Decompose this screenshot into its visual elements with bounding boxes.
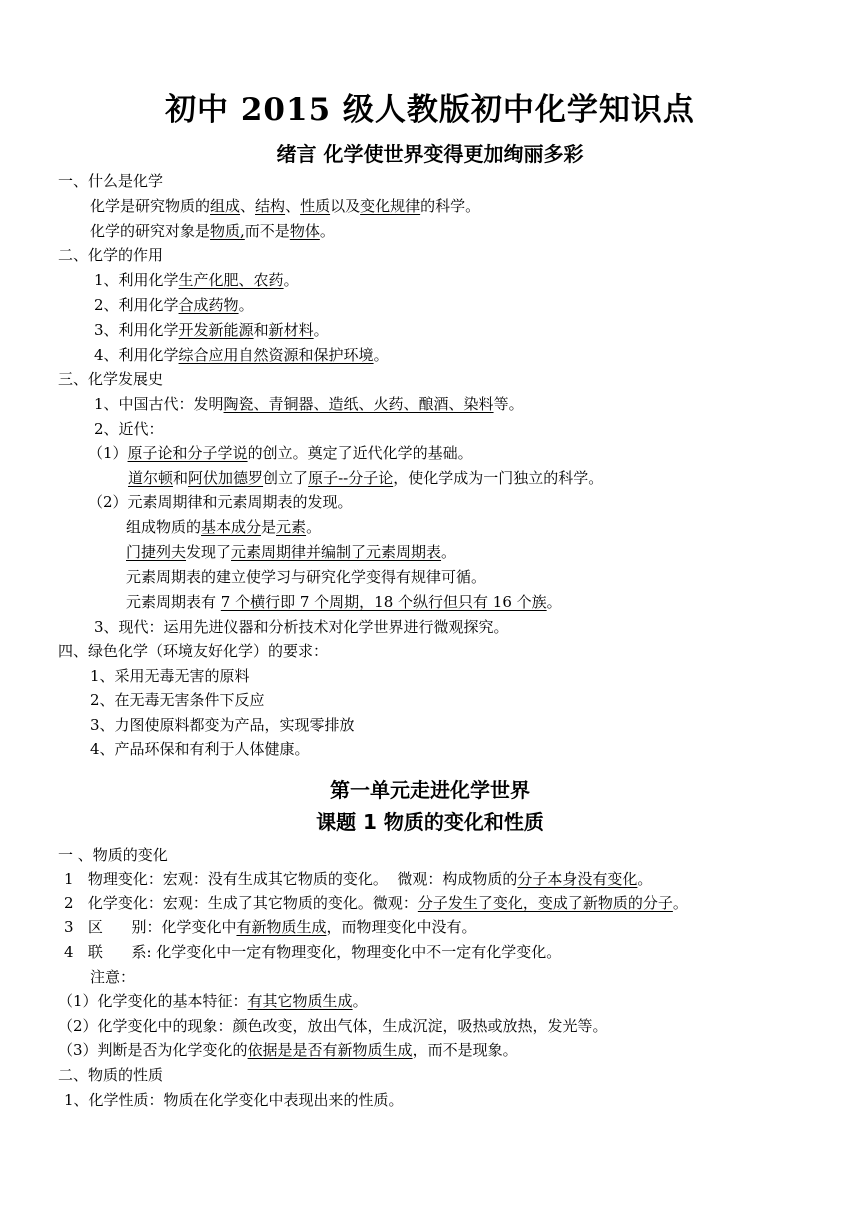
text-line [90, 666, 250, 686]
text-segment: 和 [253, 321, 269, 339]
text-segment: 。 [441, 543, 457, 561]
text-line [126, 517, 321, 537]
text-line [58, 1065, 163, 1085]
text-line [88, 443, 473, 463]
underlined-term: 物质, [210, 222, 245, 240]
text-line [58, 245, 163, 265]
text-segment: 1 物理变化：宏观：没有生成其它物质的变化。 微观：构成物质的 [64, 870, 518, 888]
underlined-term: 道尔顿 [128, 469, 174, 487]
text-segment: 3 区 别：化学变化中 [64, 918, 237, 936]
text-line [126, 592, 562, 612]
underlined-term: 7 个横行即 7 个周期，18 个纵行但只有 16 个族 [220, 593, 547, 611]
text-line [90, 690, 265, 710]
text-line [94, 345, 389, 365]
text-segment: 等。 [493, 395, 524, 413]
text-line [90, 739, 310, 759]
text-line [58, 991, 368, 1011]
text-line [94, 320, 329, 340]
text-segment: 发现了 [186, 543, 232, 561]
text-segment: 。 [238, 296, 254, 314]
text-line [58, 641, 328, 661]
text-line [94, 419, 164, 439]
underlined-term: 门捷列夫 [126, 543, 187, 561]
text-segment: 的创立。奠定了近代化学的基础。 [247, 444, 473, 462]
text-segment: 2、在无毒无害条件下反应 [90, 691, 265, 709]
text-segment: 创立了 [263, 469, 309, 487]
text-segment: 四、绿色化学（环境友好化学）的要求： [58, 642, 329, 660]
text-segment: 注意： [90, 968, 136, 986]
text-segment: 以及 [330, 197, 361, 215]
underlined-term: 分子发生了变化，变成了新物质的分子 [417, 894, 673, 912]
text-line [64, 1090, 404, 1110]
text-segment: ，而不是现象。 [412, 1041, 518, 1059]
underlined-term: 基本成分 [201, 518, 262, 536]
text-segment: 1、化学性质：物质在化学变化中表现出来的性质。 [64, 1091, 404, 1109]
text-segment: 、 [240, 197, 256, 215]
text-segment: 。 [352, 992, 368, 1010]
text-segment: 和 [173, 469, 189, 487]
text-line [94, 270, 299, 290]
text-segment: 。 [637, 870, 653, 888]
text-segment: 二、化学的作用 [58, 246, 164, 264]
text-segment: 3、力图使原料都变为产品，实现零排放 [90, 716, 355, 734]
underlined-term: 原子论和分子学说 [127, 444, 248, 462]
text-segment: 4、利用化学 [94, 346, 179, 364]
text-segment: 化学的研究对象是 [90, 222, 211, 240]
text-segment: 一 、物质的变化 [58, 846, 168, 864]
text-line [58, 171, 163, 191]
text-line [94, 295, 254, 315]
underlined-term: 陶瓷、青铜器、造纸、火药、酿酒、染料 [223, 395, 494, 413]
text-segment: 化学是研究物质的 [90, 197, 211, 215]
text-line [58, 369, 163, 389]
text-segment: 2 化学变化：宏观：生成了其它物质的变化。微观： [64, 894, 418, 912]
text-segment: （1）化学变化的基本特征： [58, 992, 248, 1010]
text-segment: 而不是 [244, 222, 290, 240]
underlined-term: 变化规律 [360, 197, 421, 215]
text-segment: （3）判断是否为化学变化的 [58, 1041, 248, 1059]
underlined-term: 生产化肥、农药 [178, 271, 284, 289]
text-line [126, 567, 486, 587]
text-segment: 。 [283, 271, 299, 289]
underlined-term: 元素周期律并编制了元素周期表 [231, 543, 442, 561]
text-line [64, 942, 561, 962]
underlined-term: 依据是是否有新物质生成 [247, 1041, 413, 1059]
underlined-term: 开发新能源 [178, 321, 254, 339]
underlined-term: 元素 [276, 518, 307, 536]
text-segment: 。 [306, 518, 322, 536]
text-line [58, 1040, 518, 1060]
text-segment: 元素周期表的建立使学习与研究化学变得有规律可循。 [126, 568, 487, 586]
text-line [94, 617, 509, 637]
text-segment: （2）元素周期律和元素周期表的发现。 [88, 493, 353, 511]
text-segment: （2）化学变化中的现象：颜色改变，放出气体，生成沉淀，吸热或放热，发光等。 [58, 1017, 608, 1035]
underlined-term: 组成 [210, 197, 241, 215]
underlined-term: 原子--分子论 [308, 469, 394, 487]
text-segment: 的科学。 [420, 197, 481, 215]
text-segment: 。 [313, 321, 329, 339]
text-segment: 3、利用化学 [94, 321, 179, 339]
text-line [58, 845, 168, 865]
underlined-term: 分子本身没有变化 [517, 870, 638, 888]
text-line [94, 394, 524, 414]
text-segment: 。 [319, 222, 335, 240]
text-segment: 2、利用化学 [94, 296, 179, 314]
text-segment: 3、现代：运用先进仪器和分析技术对化学世界进行微观探究。 [94, 618, 509, 636]
text-line [90, 221, 335, 241]
underlined-term: 物体 [289, 222, 320, 240]
text-line [90, 967, 135, 987]
text-segment: 、 [285, 197, 301, 215]
text-segment: 二、物质的性质 [58, 1066, 164, 1084]
intro-heading: 绪言 化学使世界变得更加绚丽多彩 [276, 142, 584, 166]
text-segment: 1、利用化学 [94, 271, 179, 289]
text-line [58, 1016, 608, 1036]
text-line [126, 542, 456, 562]
text-segment: 4、产品环保和有利于人体健康。 [90, 740, 310, 758]
text-line [64, 893, 688, 913]
text-segment: 元素周期表有 [126, 593, 221, 611]
underlined-term: 有新物质生成 [236, 918, 327, 936]
text-segment: 。 [546, 593, 562, 611]
text-segment: 。 [373, 346, 389, 364]
text-segment: 2、近代： [94, 420, 164, 438]
text-segment: 4 联 系: 化学变化中一定有物理变化，物理变化中不一定有化学变化。 [64, 943, 562, 961]
text-segment: ，而物理变化中没有。 [326, 918, 477, 936]
lesson-heading: 课题 1 物质的变化和性质 [316, 810, 544, 834]
underlined-term: 合成药物 [178, 296, 239, 314]
text-line [88, 492, 353, 512]
document-title: 初中 2015 级人教版初中化学知识点 [165, 92, 695, 128]
unit-heading: 第一单元走进化学世界 [330, 778, 530, 802]
underlined-term: 性质 [300, 197, 331, 215]
text-line [90, 196, 480, 216]
text-segment: 组成物质的 [126, 518, 202, 536]
text-segment: 1、中国古代：发明 [94, 395, 224, 413]
text-segment: 1、采用无毒无害的原料 [90, 667, 250, 685]
text-line [128, 468, 603, 488]
underlined-term: 新材料 [268, 321, 314, 339]
text-segment: 是 [261, 518, 277, 536]
text-segment: 三、化学发展史 [58, 370, 164, 388]
text-segment: 一、什么是化学 [58, 172, 164, 190]
text-segment: 。 [672, 894, 688, 912]
text-line [64, 917, 477, 937]
underlined-term: 有其它物质生成 [247, 992, 353, 1010]
text-segment: ，使化学成为一门独立的科学。 [393, 469, 604, 487]
text-line [90, 715, 355, 735]
underlined-term: 综合应用自然资源和保护环境 [178, 346, 374, 364]
text-segment: （1） [88, 444, 128, 462]
text-line [64, 869, 652, 889]
underlined-term: 结构 [255, 197, 286, 215]
underlined-term: 阿伏加德罗 [188, 469, 264, 487]
